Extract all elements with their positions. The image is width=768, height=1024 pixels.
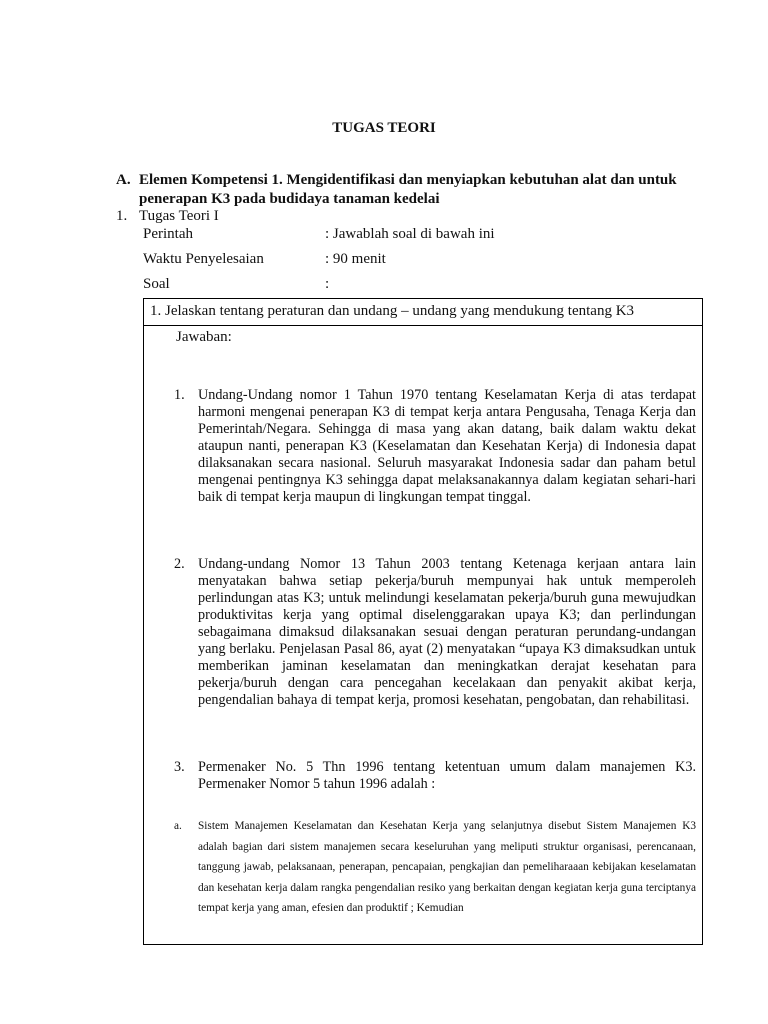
- info-key: Soal: [143, 276, 170, 292]
- sub-item-label: a.: [174, 820, 182, 832]
- question-header-cell: [144, 299, 702, 326]
- info-key: Perintah: [143, 226, 193, 242]
- info-value: : 90 menit: [325, 251, 386, 267]
- task-number: 1.: [116, 208, 128, 224]
- answer-item-text: Undang-Undang nomor 1 Tahun 1970 tentang Keselamatan Kerja di atas terdapat harmoni mengenai penerapan K3 di tempat kerja antara Pengusaha, Tenaga Kerja dan Pemerintah/Negara. Sehingga di masa yang akan datang, baik dalam waktu dekat ataupun nanti, penerapan K3 (Keselamatan dan Kesehatan Kerja) di Indonesia dapat dilaksanakan secara nasional. Seluruh masyarakat Indonesia sadar dan paham betul mengenai pentingnya K3 sehingga dapat melaksanakannya dalam kegiatan sehari-hari baik di tempat kerja maupun di lingkungan tempat tinggal.: [198, 387, 696, 505]
- answer-item-number: 3.: [174, 759, 185, 775]
- section-a-label: A.: [116, 172, 131, 188]
- task-name: Tugas Teori I: [139, 208, 219, 224]
- section-a-text: Elemen Kompetensi 1. Mengidentifikasi dan menyiapkan kebutuhan alat dan untuk penerapan K3 pada budidaya tanaman kedelai: [139, 172, 677, 207]
- answer-label: Jawaban:: [176, 329, 232, 345]
- question-table: [143, 298, 703, 945]
- info-value: :: [325, 276, 330, 292]
- question-text: 1. Jelaskan tentang peraturan dan undang – undang yang mendukung tentang K3: [150, 303, 635, 319]
- answer-item-text: Permenaker No. 5 Thn 1996 tentang ketentuan umum dalam manajemen K3. Permenaker Nomor 5 tahun 1996 adalah :: [198, 759, 696, 792]
- answer-item-number: 1.: [174, 387, 185, 403]
- sub-item-text: Sistem Manajemen Keselamatan dan Kesehatan Kerja yang selanjutnya disebut Sistem Manajemen K3 adalah bagian dari sistem manajemen secara keseluruhan yang meliputi struktur organisasi, perencanaan, tanggung jawab, pelaksanaan, penerapan, pencapaian, pengkajian dan pemeliharaaan kebijakan keselamatan dan kesehatan kerja dalam rangka pengendalian resiko yang berkaitan dengan kegiatan kerja guna terciptanya tempat kerja yang aman, efesien dan produktif ; Kemudian: [198, 820, 696, 915]
- answer-item-text: Undang-undang Nomor 13 Tahun 2003 tentang Ketenaga kerjaan antara lain menyatakan bahwa setiap pekerja/buruh mempunyai hak untuk memperoleh perlindungan atas K3; untuk melindungi keselamatan pekerja/buruh guna mewujudkan produktivitas kerja yang optimal diselenggarakan upaya K3; dan perlindungan sebagaimana dimaksud dilaksanakan sesuai dengan peraturan perundang-undangan yang berlaku. Penjelasan Pasal 86, ayat (2) menyatakan “upaya K3 dimaksudkan untuk memberikan jaminan keselamatan dan meningkatkan derajat kesehatan para pekerja/buruh dengan cara pencegahan kecelakaan dan penyakit akibat kerja, pengendalian bahaya di tempat kerja, promosi kesehatan, pengobatan, dan rehabilitasi.: [198, 556, 696, 708]
- answer-item-number: 2.: [174, 556, 185, 572]
- page-title: TUGAS TEORI: [332, 120, 436, 136]
- info-value: : Jawablah soal di bawah ini: [325, 226, 495, 242]
- info-key: Waktu Penyelesaian: [143, 251, 264, 267]
